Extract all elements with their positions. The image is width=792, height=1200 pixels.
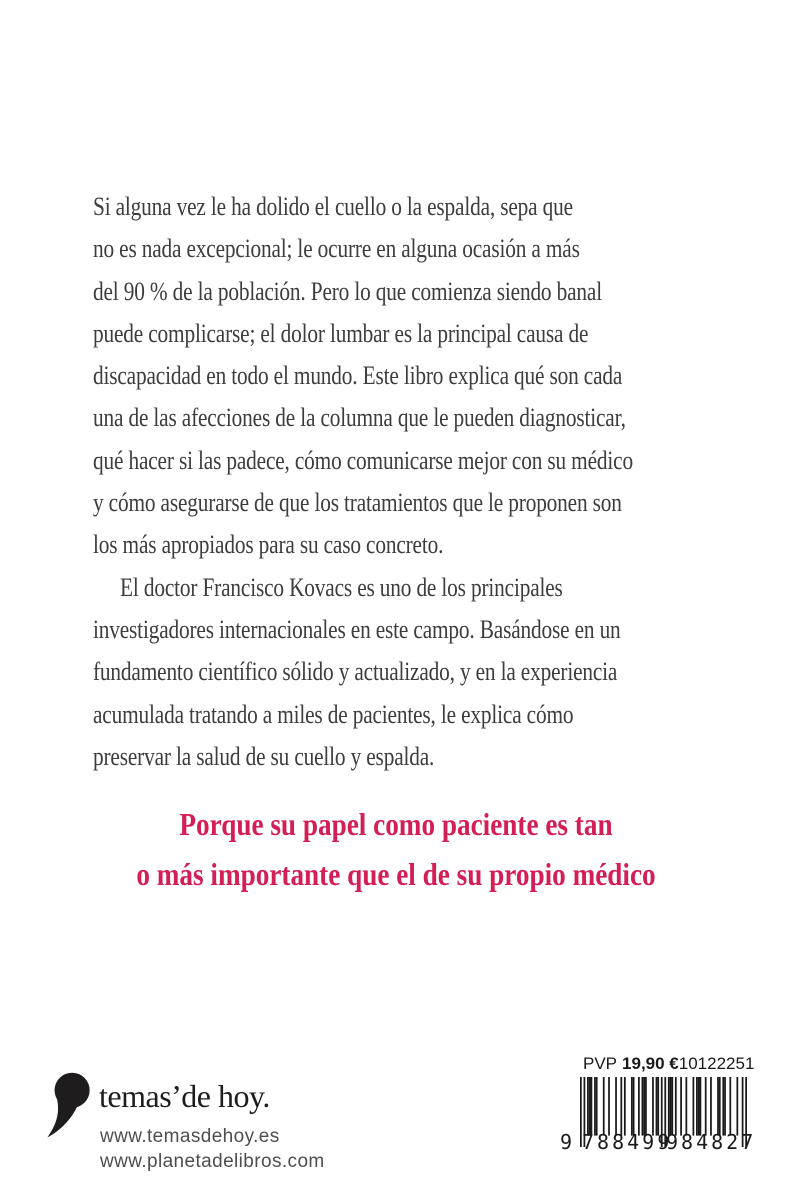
synopsis-line: preservar la salud de su cuello y espalda.	[93, 741, 435, 771]
price-row	[583, 1054, 755, 1074]
synopsis-line: acumulada tratando a miles de pacientes, le explica cómo	[93, 699, 574, 729]
synopsis-line: El doctor Francisco Kovacs es uno de los principales	[120, 572, 563, 602]
synopsis-line: Si alguna vez le ha dolido el cuello o la espalda, sepa que	[93, 192, 573, 221]
synopsis-line: del 90 % de la población. Pero lo que comienza siendo banal	[93, 276, 602, 306]
barcode-digits-right: 984827	[666, 1130, 757, 1154]
product-code: 10122251	[678, 1054, 755, 1073]
pvp-label: PVP	[583, 1054, 618, 1073]
synopsis-line: qué hacer si las padece, cómo comunicarse mejor con su médico	[93, 445, 633, 475]
synopsis-line: fundamento científico sólido y actualizado, y en la experiencia	[93, 657, 618, 687]
tagline-line: Porque su papel como paciente es tan	[179, 806, 613, 842]
synopsis-text	[93, 186, 633, 778]
price-label-amount	[583, 1054, 679, 1074]
ean13-barcode	[560, 1077, 757, 1155]
tagline-line: o más importante que el de su propio médico	[136, 856, 656, 892]
publisher-url: www.temasdehoy.es	[100, 1126, 280, 1147]
synopsis-line: puede complicarse; el dolor lumbar es la principal causa de	[93, 318, 589, 348]
synopsis-line: discapacidad en todo el mundo. Este libro explica qué son cada	[93, 361, 623, 391]
publisher-urls	[100, 1124, 325, 1174]
comma-logo-icon	[46, 1072, 91, 1140]
synopsis-line: investigadores internacionales en este campo. Basándose en un	[93, 614, 621, 644]
publisher-wordmark: temas’de hoy.	[99, 1078, 270, 1114]
tagline	[59, 799, 732, 899]
barcode-digit-first: 9	[560, 1130, 573, 1154]
synopsis-line: y cómo asegurarse de que los tratamientos que le proponen son	[93, 488, 622, 518]
synopsis-line: no es nada excepcional; le ocurre en alguna ocasión a más	[93, 234, 580, 264]
barcode-digits-left: 788499	[582, 1130, 673, 1154]
synopsis-line: los más apropiados para su caso concreto.	[93, 530, 444, 560]
pvp-amount: 19,90 €	[622, 1054, 679, 1073]
synopsis-line: una de las afecciones de la columna que le pueden diagnosticar,	[93, 403, 626, 433]
barcode-digits	[560, 1130, 757, 1154]
publisher-url: www.planetadelibros.com	[100, 1151, 325, 1172]
